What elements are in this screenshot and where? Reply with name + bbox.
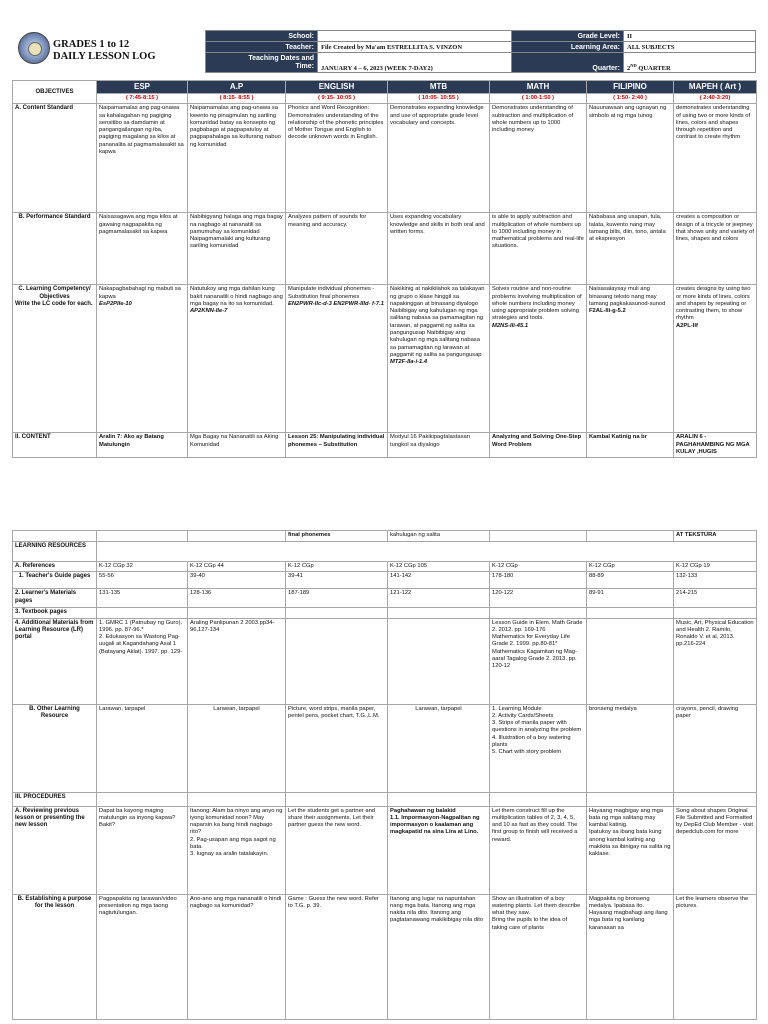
quarter-suffix: ND: [630, 62, 637, 68]
quarter-label: Quarter:: [512, 53, 624, 73]
lc-code: A2PL-IIf: [676, 322, 698, 329]
time-ap: ( 8:15- 8:55 ): [188, 94, 286, 104]
cell-math: 120-122: [490, 589, 587, 608]
cell-english: 39-41: [286, 572, 388, 589]
cell-esp: K-12 CGp 32: [97, 562, 188, 572]
cell-mapeh: 214-215: [674, 589, 757, 608]
subject-esp: ESP: [97, 81, 188, 94]
brand-title-line2: DAILY LESSON LOG: [53, 51, 156, 62]
cell-mapeh: crayons, pencil, drawing paper: [674, 704, 757, 792]
cell-ap: Araling Panlipunan 2 2003.pp34-96,127-134: [188, 618, 286, 704]
cell-ap: Ano-ano ang mga nananatili o hindi nagbago sa komunidad?: [188, 894, 286, 1019]
dates-label-line1: Teaching Dates and: [248, 54, 314, 62]
cell-esp: [97, 531, 188, 542]
learners-materials-row: [13, 589, 757, 608]
cell-ap: Naipamamalas ang pag-unawa sa kwento ng pinagmulan ng sariling komunidad batay sa konsepto ng pagbabago at pagpapatuloy at pagpapahalaga sa kulturang nabuo ng komunidad: [188, 104, 286, 213]
cell-mtb: 141-142: [388, 572, 490, 589]
row-label: II. CONTENT: [13, 433, 97, 458]
cell-filipino: [587, 531, 674, 542]
grade-label: Grade Level:: [512, 31, 624, 42]
cell-mapeh: creates a composition or design of a tricycle or jeepney that shows unity and variety of lines, shapes and colors: [674, 213, 757, 285]
cell-mapeh: Let the learners observe the pictures.: [674, 894, 757, 1019]
cell-filipino: 89-91: [587, 589, 674, 608]
competency-text: Nakikinig at nakikilahok sa talakayan ng grupo o klase hinggil sa napakinggan at binasang diyalogo Naibibigay ang kahulugan ng mga salitang nabasa sa pamamagitan ng larawan, at paggamit ng salita sa pangungusap Naibibigay ang kahulugan ng mga salitang nabasa sa pamamagitan ng larawan at paggamit ng salita sa pangungusap: [390, 286, 485, 358]
cell-math: Demonstrates understanding of subtraction and multiplication of whole numbers up to 1000 including money: [490, 104, 587, 213]
cell-mtb: kahulugan ng salita: [388, 531, 490, 542]
cell-mtb: Uses expanding vocabulary knowledge and skills in both oral and written forms.: [388, 213, 490, 285]
school-value: [318, 31, 512, 42]
cell-esp: [97, 792, 188, 806]
cell-english: [286, 285, 388, 433]
lc-code: F2AL-IIi-g-5.2: [589, 308, 626, 315]
cell-mtb: [388, 618, 490, 704]
cell-math: [490, 792, 587, 806]
cell-mapeh: [674, 285, 757, 433]
cell-english: [286, 618, 388, 704]
cell-english: [286, 792, 388, 806]
brand-title: [53, 39, 156, 63]
cell-filipino: [587, 285, 674, 433]
row-label: III. PROCEDURES: [13, 792, 97, 806]
cell-ap: [188, 531, 286, 542]
continuation-row: [13, 531, 757, 542]
cell-ap: Nabibigyang halaga ang mga bagay na nagbago at nananatili sa pamumuhay sa komunidad Naipagmamalaki ang kulturang sariling komunidad: [188, 213, 286, 285]
grade-value: II: [624, 31, 756, 42]
subject-mtb: MTB: [388, 81, 490, 94]
row-label: A. Reviewing previous lesson or presenting the new lesson: [13, 806, 97, 894]
time-english: ( 9:15- 10:05 ): [286, 94, 388, 104]
row-label: A. Content Standard: [13, 104, 97, 213]
cell-mtb: Larawan, tarpapel: [388, 704, 490, 792]
cell-filipino: 88-89: [587, 572, 674, 589]
content-row: [13, 433, 757, 458]
time-mtb: ( 10:05- 10:55 ): [388, 94, 490, 104]
cell-filipino: Nauunawaan ang ugnayan ng simbolo at ng mga tunog: [587, 104, 674, 213]
quarter-number: 2: [627, 65, 631, 72]
performance-standard-row: [13, 213, 757, 285]
cell-esp: Larawan, tarpapel: [97, 704, 188, 792]
cell-filipino: K-12 CGp: [587, 562, 674, 572]
learning-competency-row: [13, 285, 757, 433]
procedures-row: [13, 792, 757, 806]
establishing-purpose-row: [13, 894, 757, 1019]
cell-english: Analyzes pattern of sounds for meaning and accuracy.: [286, 213, 388, 285]
header: [12, 30, 756, 74]
cell-math: [490, 285, 587, 433]
cell-mapeh: [674, 608, 757, 618]
cell-english: K-12 CGp: [286, 562, 388, 572]
cell-math: 1. Learning Module 2. Activity Cards/Sheets 3. Strips of manila paper with questions in analyzing the problem 4. Illustration of a boy watering plants 5. Chart with story problem: [490, 704, 587, 792]
cell-math: 178-180: [490, 572, 587, 589]
objectives-header: OBJECTIVES: [13, 81, 97, 104]
textbook-row: [13, 608, 757, 618]
cell-math: Show an illustration of a boy watering plants. Let them describe what they saw. Bring the pupils to the idea of taking care of plants: [490, 894, 587, 1019]
cell-english: Lesson 25: Manipulating individual phonemes – Substitution: [286, 433, 388, 458]
cell-filipino: [587, 792, 674, 806]
lc-code: M2NS-IIi-45.1: [492, 322, 529, 329]
cell-filipino: Hayaang magbigay ang mga bata ng mga salitang may kambal katinig. Ipatukoy sa ibang bata kung anong kambal katinig ang makikita sa ibinigay na salita ng kaklase.: [587, 806, 674, 894]
cell-mapeh: ARALIN 6 - PAGHAHAMBING NG MGA KULAY ,HUGIS: [674, 433, 757, 458]
cell-ap: Mga Bagay na Nananatili sa Aking Komunidad: [188, 433, 286, 458]
teachers-guide-row: [13, 572, 757, 589]
row-label: B. Other Learning Resource: [13, 704, 97, 792]
cell-filipino: [587, 618, 674, 704]
cell-ap: Itanong: Alam ba ninyo ang anyo ng iyong komunidad noon? May naparsin ka bang hindi nagbago rito? 2. Pag-usapan ang mga sagot ng bata. 3. Iugnay sa aralin tatalakayin.: [188, 806, 286, 894]
cell-mtb: [388, 608, 490, 618]
dates-value: JANUARY 4 – 6, 2023 (WEEK 7-DAY2): [318, 53, 512, 73]
competency-text: Solves routine and non-routine problems involving multiplication of whole numbers including money using appropriate problem solving strategies and tools.: [492, 286, 582, 322]
lc-code: MT2F-IIa-i-1.4: [390, 359, 428, 366]
cell-ap: [188, 285, 286, 433]
dates-label: [206, 53, 318, 73]
learning-resources-blank: [97, 542, 757, 562]
cell-esp: Dapat ba kayong maging matulungin sa inyong kapwa? Bakit?: [97, 806, 188, 894]
competency-text: Nakapagbabahagi ng mabuti sa kapwa: [99, 286, 181, 300]
learning-resources-row: [13, 542, 757, 562]
time-esp: ( 7:45-8:15 ): [97, 94, 188, 104]
row-label: [13, 285, 97, 433]
competency-text: creates designs by using two or more kinds of lines, colors and shapes by repeating or contrasting them, to show rhythm: [676, 286, 751, 322]
lc-code: AP2KNN-IIe-7: [190, 308, 228, 315]
brand-title-line1: GRADES 1 to 12: [53, 39, 130, 50]
cell-mtb: Demonstrates expanding knowledge and use of appropriate grade level vocabulary and concepts.: [388, 104, 490, 213]
cell-mapeh: Music, Art, Physical Education and Health 2. Ramilo, Ronaldo V. et al, 2013. pp.216-224: [674, 618, 757, 704]
row-label: 4. Additional Materials from Learning Resource (LR) portal: [13, 618, 97, 704]
content-standard-row: [13, 104, 757, 213]
competency-text: Naisasalaysay muli ang binasang teksto nang may tamang pagkakasunod-sunod: [589, 286, 666, 307]
row-label: [13, 531, 97, 542]
other-resources-row: [13, 704, 757, 792]
cell-english: Picture, word strips, manila paper, pentel pens, pocket chart, T.G.,L.M.: [286, 704, 388, 792]
teacher-label: Teacher:: [206, 42, 318, 53]
cell-filipino: Kambal Katinig na br: [587, 433, 674, 458]
cell-math: Let them construct fill up the multiplication tables of 2, 3, 4, 5, and 10 as fast as they could. The first group to finish will received a reward.: [490, 806, 587, 894]
cell-esp: Naipamamalas ang pag-unawa sa kahalagahan ng pagiging sensitibo sa damdamin at pangangailangan ng iba, pagiging magalang sa kilos at pananalita at pagmamalasakit sa kapwa: [97, 104, 188, 213]
cell-mapeh: AT TEKSTURA: [674, 531, 757, 542]
header-info-table: [205, 30, 756, 73]
cell-esp: [97, 608, 188, 618]
subject-filipino: FILIPINO: [587, 81, 674, 94]
lc-code: EN2PWR-IIc-d-3 EN2PWR-IIId- f-7.1: [288, 300, 384, 307]
subject-english: ENGLISH: [286, 81, 388, 94]
cell-ap: 39-40: [188, 572, 286, 589]
subject-mapeh: MAPEH ( Art ): [674, 81, 757, 94]
cell-ap: [188, 792, 286, 806]
cell-math: is able to apply subtraction and multiplication of whole numbers up to 1000 including money in mathematical problems and real-life situations.: [490, 213, 587, 285]
cell-mapeh: K-12 CGp 19: [674, 562, 757, 572]
cell-filipino: bronseng medalya: [587, 704, 674, 792]
learning-area-label: Learning Area:: [512, 42, 624, 53]
quarter-word: QUARTER: [638, 65, 671, 72]
time-mapeh: ( 2:40-3:20): [674, 94, 757, 104]
cell-mtb: Itanong ang lugar na napuntahan nang mga bata. Itanong ang mga nakita nila dito. Itanong ang pagtatanawang makikibigay nila dito: [388, 894, 490, 1019]
cell-filipino: Magpakita ng bronseng medalya. Ipabasa ito. Hayaang magbahagi ang ilang mga bata ng kanilang karanasan sa: [587, 894, 674, 1019]
subject-ap: A.P: [188, 81, 286, 94]
time-math: ( 1:00-1:50 ): [490, 94, 587, 104]
cell-mapeh: Song about shapes Original File Submitted and Formatted by DepEd Club Member - visit depedclub.com for more: [674, 806, 757, 894]
teacher-value: File Created by Ma'am ESTRELLITA S. VINZON: [318, 42, 512, 53]
cell-mapeh: demonstrates understanding of using two or more kinds of lines, colors and shapes through repetition and contrast to create rhythm: [674, 104, 757, 213]
cell-filipino: Nababasa ang usapan, tula, talata, kuwento nang may tamang bilis, diin, tono, antala at ekspresyon: [587, 213, 674, 285]
cell-esp: 131-135: [97, 589, 188, 608]
row-label: B. Performance Standard: [13, 213, 97, 285]
competency-text: Natutukoy ang mga dahilan kung bakit nananatili o hindi nagbago ang mga bagay na ito sa komunidad.: [190, 286, 283, 307]
cell-mtb: [388, 285, 490, 433]
learning-resources-label: LEARNING RESOURCES: [13, 542, 97, 562]
cell-mtb: Modyul 16 Pakikipagtalastasan tungkol sa diyalogo: [388, 433, 490, 458]
cell-mtb: K-12 CGp 105: [388, 562, 490, 572]
cell-mtb: Paghahawan ng balakid 1.1. Impormasyon-Nagpalitan ng impormasyon o kaalaman ang magkapatid na sina Lira at Lino.: [388, 806, 490, 894]
cell-ap: [188, 608, 286, 618]
cell-english: [286, 608, 388, 618]
cell-math: [490, 608, 587, 618]
cell-english: 187-189: [286, 589, 388, 608]
cell-esp: Naisasagawa ang mga kilos at gawaing nagpapakita ng pagmamalasakit sa kapwa: [97, 213, 188, 285]
row-label-main: C. Learning Competency/ Objectives: [18, 286, 91, 300]
cell-math: [490, 531, 587, 542]
cell-english: Let the students get a partner and share their assignments. Let their partner guess the new word.: [286, 806, 388, 894]
dates-label-line2: Time:: [295, 62, 314, 70]
cell-mtb: 121-122: [388, 589, 490, 608]
cell-math: Analyzing and Solving One-Step Word Problem: [490, 433, 587, 458]
lc-code: EsP2PIIe-10: [99, 300, 132, 307]
resources-procedures-table: [12, 530, 757, 1020]
cell-esp: 1. GMRC 1 (Patnubay ng Guro). 1996. pp. 87-96.* 2. Edukasyon sa Wastong Pag-uugali at Kagandahang Asal 1 (Batayang Aklat). 1997. pp. 129-: [97, 618, 188, 704]
cell-ap: 128-136: [188, 589, 286, 608]
references-row: [13, 562, 757, 572]
row-label: B. Establishing a purpose for the lesson: [13, 894, 97, 1019]
cell-esp: 55-56: [97, 572, 188, 589]
learning-area-value: ALL SUBJECTS: [624, 42, 756, 53]
cell-ap: Larawan, tarpapel: [188, 704, 286, 792]
row-label-sub: Write the LC code for each.: [15, 300, 93, 307]
competency-text: Manipulate individual phonemes -Substitution final phonemes: [288, 286, 375, 300]
cell-esp: [97, 285, 188, 433]
cell-mapeh: [674, 792, 757, 806]
time-filipino: ( 1:50- 2:40 ): [587, 94, 674, 104]
school-label: School:: [206, 31, 318, 42]
cell-mapeh: 132-133: [674, 572, 757, 589]
cell-mtb: [388, 792, 490, 806]
reviewing-lesson-row: [13, 806, 757, 894]
cell-math: Lesson Guide in Elem. Math Grade 2. 2012. pp. 169-176 Mathematics for Everyday Life Grade 2. 1999. pp.80-81* Mathematics Kagamitan ng Mag-aaral Tagalog Grade 2. 2013. pp. 120-12: [490, 618, 587, 704]
quarter-value: [624, 53, 756, 73]
deped-seal-icon: [18, 32, 50, 64]
cell-english: final phonemes: [286, 531, 388, 542]
cell-filipino: [587, 608, 674, 618]
row-label: 2. Learner's Materials pages: [13, 589, 97, 608]
additional-materials-row: [13, 618, 757, 704]
objectives-table: [12, 80, 757, 458]
cell-esp: Pagpapakita ng larawan/video presentation ng mga taong nagtutulungan.: [97, 894, 188, 1019]
cell-esp: Aralin 7: Ako ay Batang Matulungin: [97, 433, 188, 458]
subject-math: MATH: [490, 81, 587, 94]
row-label: 3. Textbook pages: [13, 608, 97, 618]
cell-english: Game : Guess the new word. Refer to T.G. p. 39.: [286, 894, 388, 1019]
cell-math: K-12 CGp: [490, 562, 587, 572]
row-label: 1. Teacher's Guide pages: [13, 572, 97, 589]
cell-ap: K-12 CGp 44: [188, 562, 286, 572]
row-label: A. References: [13, 562, 97, 572]
cell-english: Phonics and Word Recognition: Demonstrates understanding of the relationship of the phonetic principles of Mother Tongue and English to decode unknown words in English.: [286, 104, 388, 213]
